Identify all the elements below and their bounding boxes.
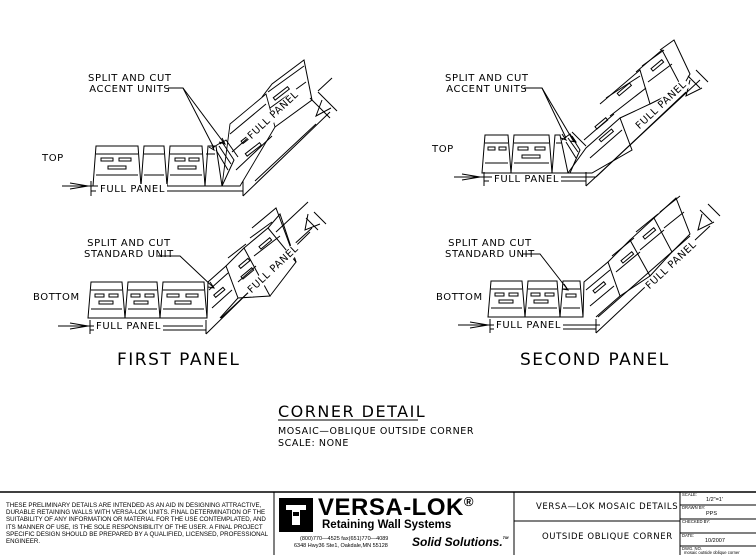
sheet-title: VERSA—LOK MOSAIC DETAILS (536, 502, 679, 512)
first-bottom-straight-units (88, 282, 207, 318)
date-value: 10/2007 (705, 538, 725, 544)
first-panel-title: FIRST PANEL (117, 350, 241, 370)
first-accent-leaders (168, 88, 225, 150)
first-bottom-dimension (58, 202, 326, 334)
first-bottom-oblique-full-panel-label: FULL PANEL (245, 243, 302, 296)
first-standard-label: SPLIT AND CUT STANDARD UNIT (84, 238, 174, 260)
corner-detail-title: CORNER DETAIL (278, 402, 427, 421)
first-bottom-label: BOTTOM (33, 292, 80, 303)
sheet-subtitle: OUTSIDE OBLIQUE CORNER (542, 532, 673, 542)
corner-detail-scale: SCALE: NONE (278, 438, 349, 449)
drawn-by-value: PPS (706, 511, 718, 517)
first-top-full-panel-label: FULL PANEL (100, 184, 165, 195)
disclaimer-text: THESE PRELIMINARY DETAILS ARE INTENDED AS AN AID IN DESIGNING ATTRACTIVE, DURABLE RETAINING WALLS WITH VERSA-LOK UNITS. FINAL DETERMINATION OF THE SUITABILITY OF ANY INFORMATION OR MATERIAL FOR THE USE CONTEMPLATED, AND ITS MANNER OF USE, IS THE SOLE RESPONSIBILITY OF THE USER. A FINAL PROJECT SPECIFIC DESIGN SHOULD BE PREPARED BY A QUALIFIED, LICENSED, PROFESSIONAL ENGINEER. (6, 502, 268, 546)
dwg-no-value: mosaic outside oblique corner (684, 550, 740, 555)
corner-detail-subtitle: MOSAIC—OBLIQUE OUTSIDE CORNER (278, 426, 475, 437)
versa-lok-logo-icon (279, 498, 313, 532)
second-standard-label: SPLIT AND CUT STANDARD UNIT (445, 238, 535, 260)
brand-name: VERSA-LOK® (318, 494, 474, 521)
second-bottom-straight-units (488, 281, 583, 317)
brand-subtitle: Retaining Wall Systems (322, 519, 452, 531)
drawn-by-label: DRAWN BY: (682, 505, 706, 510)
date-label: DATE: (682, 533, 695, 538)
first-top-label: TOP (42, 153, 64, 164)
second-bottom-oblique-full-panel-label: FULL PANEL (643, 239, 700, 292)
brand-phone: (800)770—4525 fax(651)770—4089 (300, 536, 389, 542)
second-panel-title: SECOND PANEL (520, 350, 670, 370)
checked-by-label: CHECKED BY: (682, 519, 711, 524)
second-accent-label: SPLIT AND CUT ACCENT UNITS (445, 73, 529, 95)
second-bottom-dimension (458, 204, 720, 333)
scale-field-value: 1/2"=1' (706, 497, 723, 503)
second-bottom-full-panel-label: FULL PANEL (496, 320, 561, 331)
first-top-oblique-full-panel-label: FULL PANEL (245, 89, 302, 142)
second-top-straight-units (482, 135, 568, 173)
brand-tagline: Solid Solutions.™ (412, 535, 509, 549)
second-bottom-label: BOTTOM (436, 292, 483, 303)
first-standard-leader (158, 256, 214, 288)
second-top-oblique-full-panel-label: FULL PANEL (633, 79, 690, 132)
first-accent-label: SPLIT AND CUT ACCENT UNITS (88, 73, 172, 95)
dwg-no-label: DWG. NO. (682, 546, 703, 551)
second-accent-leaders (524, 88, 576, 142)
brand-address: 6348 Hwy36 Ste1, Oakdale,MN 55128 (294, 543, 388, 549)
first-top-straight-units (93, 146, 222, 186)
first-bottom-full-panel-label: FULL PANEL (96, 321, 161, 332)
second-top-label: TOP (432, 144, 454, 155)
second-top-full-panel-label: FULL PANEL (494, 174, 559, 185)
scale-field-label: SCALE: (682, 492, 697, 497)
